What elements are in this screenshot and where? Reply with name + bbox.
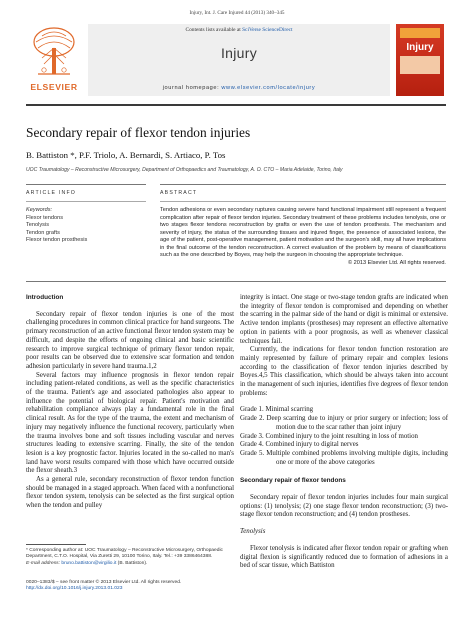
abstract-rule-lower: [160, 201, 446, 202]
journal-title: Injury: [220, 45, 258, 61]
article-info-rule: [26, 184, 146, 185]
sciencedirect-link[interactable]: SciVerse ScienceDirect: [242, 27, 293, 33]
contents-prefix: Contents lists available at: [185, 27, 243, 33]
grade-item: Grade 1. Minimal scarring: [240, 406, 314, 414]
cover-strip: [400, 28, 440, 38]
masthead-banner: [88, 24, 390, 96]
grade-item: Grade 4. Combined injury to digital nerves: [240, 441, 359, 449]
cover-image-band: [400, 56, 440, 74]
author-list: B. Battiston *, P.F. Triolo, A. Bernardi, S. Artiaco, P. Tos: [26, 150, 226, 160]
body-column-left: [26, 294, 234, 511]
email-line: [26, 561, 234, 567]
contents-availability: [88, 27, 390, 33]
running-head: Injury, Int. J. Care Injured 44 (2013) 340–345: [189, 10, 285, 16]
body-paragraph: As a general rule, secondary reconstruction of flexor tendon function should be managed in a staged approach. When faced with a nonfunctional flexor tendon system, tenolysis can be selected as the first surgical option when the tendon and pulley: [26, 476, 234, 510]
keyword-item: Tenolysis: [26, 222, 50, 229]
footnote-text: * Corresponding author at: UOC Traumatology – Reconstructive Microsurgery, Orthopaedic Department, C.T.O. Hospital, Via Zuretti 29, 10100 Torino, Italy. Tel.: +39 3386464388.: [26, 548, 223, 560]
body-paragraph: Secondary repair of flexor tendon injuries is one of the most challenging procedures in common clinical practice for hand surgeons. The primary reconstruction of an active functional flexor tendon system may be difficult, and despite the efforts of ongoing clinical and basic scientific research to improve surgical technique of primary flexor tendon repair, poor results can be observed due to extensive scar formation and tendon adhesion particularly in severe hand trauma.1,2: [26, 310, 234, 370]
masthead-rule: [26, 104, 446, 106]
grade-item: Grade 3. Combined injury to the joint resulting in loss of motion: [240, 432, 418, 440]
body-paragraph: integrity is intact. One stage or two-stage tendon grafts are indicated when the integrity of flexor tendon is compromised and depending on whether the scarring in the palmar side of the hand or digit is minimal or extensive. Active tendon implants (prostheses) may represent an effective alternative option in patients with a poor prognosis, as well as whenever classical techniques fail.: [240, 294, 448, 345]
grade-item: Grade 5. Multiple combined problems involving multiple digits, including one or more of the above categories: [240, 449, 448, 466]
body-column-right: [240, 294, 448, 571]
boyes-grade-list: [240, 406, 448, 467]
doi-link[interactable]: http://dx.doi.org/10.1016/j.injury.2013.01.023: [26, 586, 123, 592]
keyword-item: Flexor tendons: [26, 214, 64, 221]
homepage-link[interactable]: www.elsevier.com/locate/injury: [221, 85, 316, 91]
abstract-heading: ABSTRACT: [160, 190, 198, 196]
section-heading-introduction: Introduction: [26, 294, 64, 301]
abstract-rule-bottom: [26, 281, 446, 282]
cover-label: Injury: [406, 42, 434, 53]
abstract-rule-top: [160, 184, 446, 185]
email-suffix: (B. Battiston).: [116, 560, 148, 566]
article-info-heading: ARTICLE INFO: [26, 190, 77, 196]
keyword-item: Flexor tendon prosthesis: [26, 237, 88, 244]
corresponding-author-footnote: [26, 548, 234, 567]
article-title: Secondary repair of flexor tendon injuries: [26, 125, 251, 140]
body-paragraph: Currently, the indications for flexor tendon function restoration are mainly represented by failure of primary repair and complex lesions according to the classification of flexor tendon injuries described by Boyes.4,5 This classification, which should be always taken into account in the management of such injuries, identifies five degrees of flexor tendon problems:: [240, 346, 448, 397]
abstract-block: [160, 207, 446, 267]
abstract-text: Tendon adhesions or even secondary ruptures causing severe hand functional impairment still represent a frequent complication after repair of flexor tendon injuries. Secondary treatment of these problems includes tenolysis, one or two stages flexor tendons reconstruction by grafts or even the use of tendon prosthesis. The mechanism and severity of injury, the status of the surrounding tissues and injured finger, the presence of associated lesions, the age of the patient, post-operative management, patient motivation and the surgeon's skill, may all have implications in the final outcome of the tendon reconstruction. A correct evaluation of the problem by means of classifications such as the one described by Boyes, may help the surgeon in choosing the appropriate technique.: [160, 207, 446, 258]
journal-homepage: [88, 85, 390, 91]
section-heading-secondary-repair: Secondary repair of flexor tendons: [240, 477, 346, 485]
author-affiliation: UOC Traumatology – Reconstructive Microsurgery, Department of Orthopaedics and Traumatology, A. O. CTO – Maria Adelaide, Torino, Italy: [26, 167, 343, 173]
keyword-item: Tendon grafts: [26, 229, 60, 236]
email-label: E-mail address:: [26, 560, 62, 566]
elsevier-tree-icon: [30, 26, 78, 78]
publication-meta: [26, 580, 234, 593]
homepage-prefix: journal homepage:: [162, 85, 222, 91]
elsevier-logo[interactable]: [26, 24, 82, 96]
body-paragraph: Secondary repair of flexor tendon injuries includes four main surgical options: (1) tenolysis; (2) one stage flexor tendon reconstruction; (3) two-stage flexor tendon reconstruction; and (4) tendon prostheses.: [240, 494, 448, 519]
journal-cover-thumbnail[interactable]: [396, 24, 444, 96]
keywords-label: Keywords:: [26, 207, 53, 213]
copyright-notice: © 2013 Elsevier Ltd. All rights reserved.: [347, 259, 446, 266]
email-link[interactable]: bruno.battiston@virgilio.it: [61, 560, 117, 566]
grade-item: Grade 2. Deep scarring due to injury or prior surgery or infection; loss of motion due to the scar rather than joint injury: [240, 415, 448, 431]
subsection-heading-tenolysis: Tenolysis: [240, 528, 266, 536]
body-paragraph: Several factors may influence prognosis in flexor tendon repair including patient-related conditions, as well as the specific characteristics of the trauma. Patient's age and associated pathologies also appear to influence the potential of biological repair. Patient's motivation and rehabilitation compliance always play a fundamental role in the final clinical result. As for the type of the trauma, the extent and mechanism of injury may negatively influence the functional recovery, particularly when the trauma involves bone and soft tissues including vascular and nerves structures leading to extensive scarring. Finally, the site of the tendon lesion is a key prognostic factor. Injuries located in the so-called no man's land have worst results compared with those which have occurred outside the flexor sheath.3: [26, 371, 234, 475]
publisher-name: ELSEVIER: [30, 82, 78, 92]
keywords-block: [26, 207, 146, 245]
body-paragraph: Flexor tenolysis is indicated after flexor tendon repair or grafting when digital flexion is significantly reduced due to formation of adhesions in a bed of scar tissue, which Battiston: [240, 544, 448, 570]
article-info-rule-lower: [26, 201, 146, 202]
footnote-rule: [26, 544, 86, 545]
journal-masthead: [26, 24, 446, 110]
issn-line: 0020–1383/$ – see front matter © 2013 Elsevier Ltd. All rights reserved.: [26, 580, 182, 585]
